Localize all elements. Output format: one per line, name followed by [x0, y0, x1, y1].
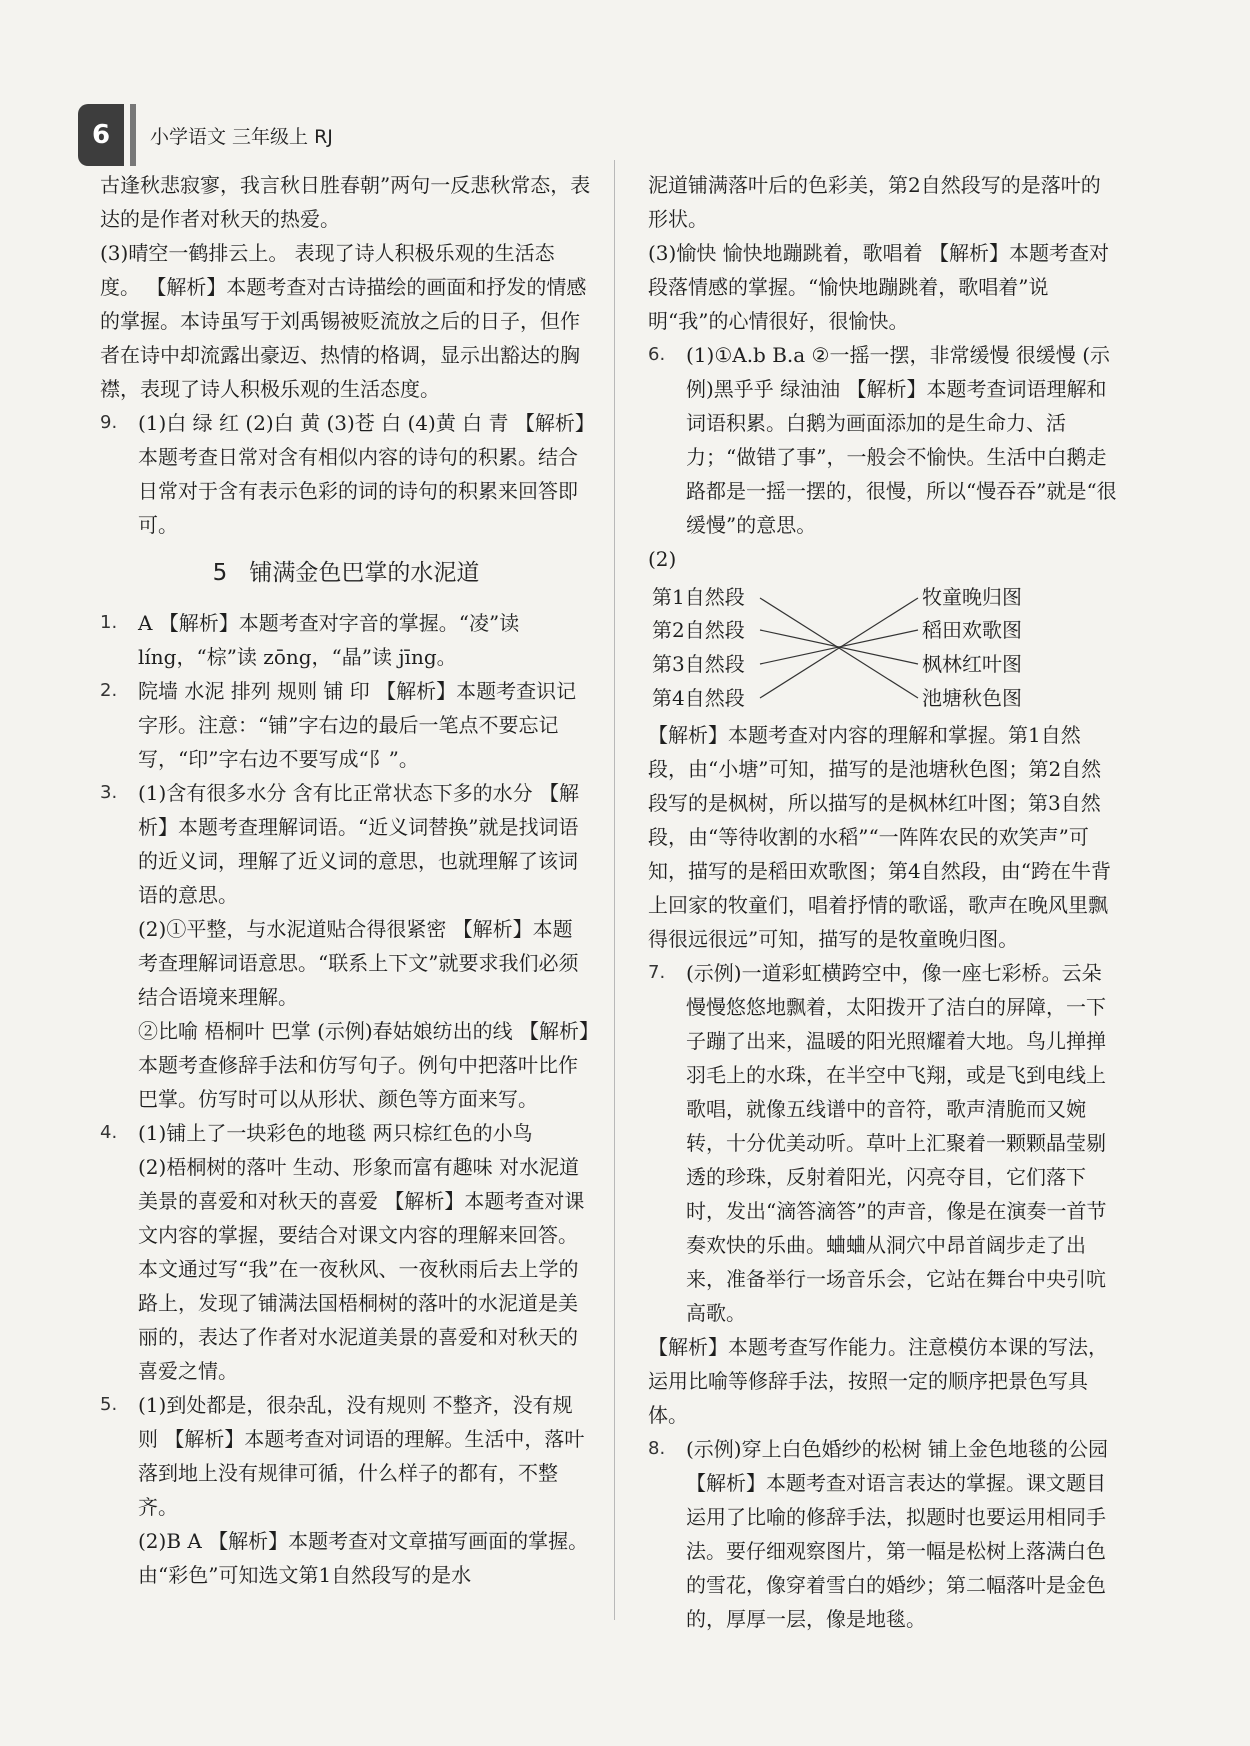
page-header	[78, 104, 333, 166]
match-right-3: 枫林红叶图	[922, 652, 1022, 676]
answer-paragraph: (3)晴空一鹤排云上。 表现了诗人积极乐观的生活态度。 【解析】本题考查对古诗描绘的画面和抒发的情感的掌握。本诗虽写于刘禹锡被贬流放之后的日子，但作者在诗中却流露出豪迈、热情的格调，显示出豁达的胸襟，表现了诗人积极乐观的生活态度。	[100, 241, 587, 401]
section-number: 5	[212, 560, 228, 586]
match-left-2: 第2自然段	[652, 618, 745, 642]
question-number: 9.	[100, 412, 118, 433]
question-number: 3.	[100, 782, 118, 803]
answer-paragraph: 古逢秋悲寂寥，我言秋日胜春朝”两句一反悲秋常态，表达的是作者对秋天的热爱。	[100, 173, 591, 231]
match-left-3: 第3自然段	[652, 652, 745, 676]
match-label: (2)	[648, 547, 677, 571]
question-3	[100, 776, 592, 1116]
question-number: 7.	[648, 962, 666, 983]
answer-paragraph: (3)愉快 愉快地蹦跳着，歌唱着 【解析】本题考查对段落情感的掌握。“愉快地蹦跳着，歌唱着”说明“我”的心情很好，很愉快。	[648, 241, 1110, 333]
question-number: 4.	[100, 1122, 118, 1143]
answer-text: 院墙 水泥 排列 规则 铺 印 【解析】本题考查识记字形。注意：“铺”字右边的最后一笔点不要忘记写，“印”字右边不要写成“阝”。	[138, 679, 577, 771]
book-title: 小学语文 三年级上 RJ	[150, 125, 333, 148]
answer-text: (1)铺上了一块彩色的地毯 两只棕红色的小鸟	[138, 1121, 533, 1145]
answer-text: (1)①A.b B.a ②一摇一摆，非常缓慢 很缓慢 (示例)黑乎乎 绿油油 【解析】本题考查词语理解和词语积累。白鹅为画面添加的是生命力、活力；“做错了事”，一般会不愉快。生活中白鹅走路都是一摇一摆的，很慢，所以“慢吞吞”就是“很缓慢”的意思。	[686, 343, 1117, 537]
question-8	[648, 1432, 1120, 1636]
answer-paragraph: 【解析】本题考查对内容的理解和掌握。第1自然段，由“小塘”可知，描写的是池塘秋色图；第2自然段写的是枫树，所以描写的是枫林红叶图；第3自然段，由“等待收割的水稻”“一阵阵农民的欢笑声”可知，描写的是稻田欢歌图；第4自然段，由“跨在牛背上回家的牧童们，唱着抒情的歌谣，歌声在晚风里飘得很远很远”可知，描写的是牧童晚归图。	[648, 723, 1111, 951]
left-column	[100, 168, 592, 1592]
question-6	[648, 338, 1120, 542]
answer-text: (2)①平整，与水泥道贴合得很紧密 【解析】本题考查理解词语意思。“联系上下文”就要求我们必须结合语境来理解。	[138, 917, 579, 1009]
match-right-4: 池塘秋色图	[922, 686, 1022, 710]
answer-text: (1)含有很多水分 含有比正常状态下多的水分 【解析】本题考查理解词语。“近义词替换”就是找词语的近义词，理解了近义词的意思，也就理解了该词语的意思。	[138, 781, 580, 907]
answer-text: (示例)穿上白色婚纱的松树 铺上金色地毯的公园 【解析】本题考查对语言表达的掌握。课文题目运用了比喻的修辞手法，拟题时也要运用相同手法。要仔细观察图片，第一幅是松树上落满白色的雪花，像穿着雪白的婚纱；第二幅落叶是金色的，厚厚一层，像是地毯。	[686, 1437, 1108, 1631]
right-column	[648, 168, 1120, 1636]
answer-text: (2)B A 【解析】本题考查对文章描写画面的掌握。由“彩色”可知选文第1自然段写的是水	[138, 1529, 589, 1587]
match-left-1: 第1自然段	[652, 585, 745, 609]
match-right-2: 稻田欢歌图	[922, 618, 1022, 642]
column-divider	[614, 160, 615, 1620]
match-left-4: 第4自然段	[652, 686, 745, 710]
matching-diagram	[652, 580, 1120, 716]
question-2	[100, 674, 592, 776]
question-number: 8.	[648, 1438, 666, 1459]
header-bar	[130, 104, 136, 166]
question-number: 2.	[100, 680, 118, 701]
answer-text: (示例)一道彩虹横跨空中，像一座七彩桥。云朵慢慢悠悠地飘着，太阳拨开了洁白的屏障，一下子蹦了出来，温暖的阳光照耀着大地。鸟儿掸掸羽毛上的水珠，在半空中飞翔，或是飞到电线上歌唱，就像五线谱中的音符，歌声清脆而又婉转，十分优美动听。草叶上汇聚着一颗颗晶莹剔透的珍珠，反射着阳光，闪亮夺目，它们落下时，发出“滴答滴答”的声音，像是在演奏一首节奏欢快的乐曲。蛐蛐从洞穴中昂首阔步走了出来，准备举行一场音乐会，它站在舞台中央引吭高歌。	[686, 961, 1107, 1325]
section-heading	[100, 556, 592, 590]
answer-text: (1)白 绿 红 (2)白 黄 (3)苍 白 (4)黄 白 青 【解析】本题考查日常对含有相似内容的诗句的积累。结合日常对于含有表示色彩的词的诗句的积累来回答即可。	[138, 411, 585, 537]
match-right-1: 牧童晚归图	[922, 585, 1022, 609]
question-4	[100, 1116, 592, 1388]
answer-text: A 【解析】本题考查对字音的掌握。“凌”读 líng，“棕”读 zōng，“晶”读 jīng。	[138, 611, 520, 669]
answer-text: ②比喻 梧桐叶 巴掌 (示例)春姑娘纺出的线 【解析】本题考查修辞手法和仿写句子。例句中把落叶比作巴掌。仿写时可以从形状、颜色等方面来写。	[138, 1019, 590, 1111]
question-number: 6.	[648, 344, 666, 365]
question-7	[648, 956, 1120, 1330]
section-title: 铺满金色巴掌的水泥道	[249, 560, 480, 586]
question-5	[100, 1388, 592, 1592]
answer-text: (2)梧桐树的落叶 生动、形象而富有趣味 对水泥道美景的喜爱和对秋天的喜爱 【解析】本题考查对课文内容的掌握，要结合对课文内容的理解来回答。本文通过写“我”在一夜秋风、一夜秋雨后去上学的路上，发现了铺满法国梧桐树的落叶的水泥道是美丽的，表达了作者对水泥道美景的喜爱和对秋天的喜爱之情。	[138, 1155, 585, 1383]
question-number: 1.	[100, 612, 118, 633]
page-number: 6	[78, 104, 124, 166]
answer-paragraph: 泥道铺满落叶后的色彩美，第2自然段写的是落叶的形状。	[648, 173, 1101, 231]
question-9	[100, 406, 592, 542]
answer-paragraph: 【解析】本题考查写作能力。注意模仿本课的写法，运用比喻等修辞手法，按照一定的顺序把景色写具体。	[648, 1335, 1108, 1427]
question-1	[100, 606, 592, 674]
answer-text: (1)到处都是，很杂乱，没有规则 不整齐，没有规则 【解析】本题考查对词语的理解。生活中，落叶落到地上没有规律可循，什么样子的都有，不整齐。	[138, 1393, 585, 1519]
question-number: 5.	[100, 1394, 118, 1415]
